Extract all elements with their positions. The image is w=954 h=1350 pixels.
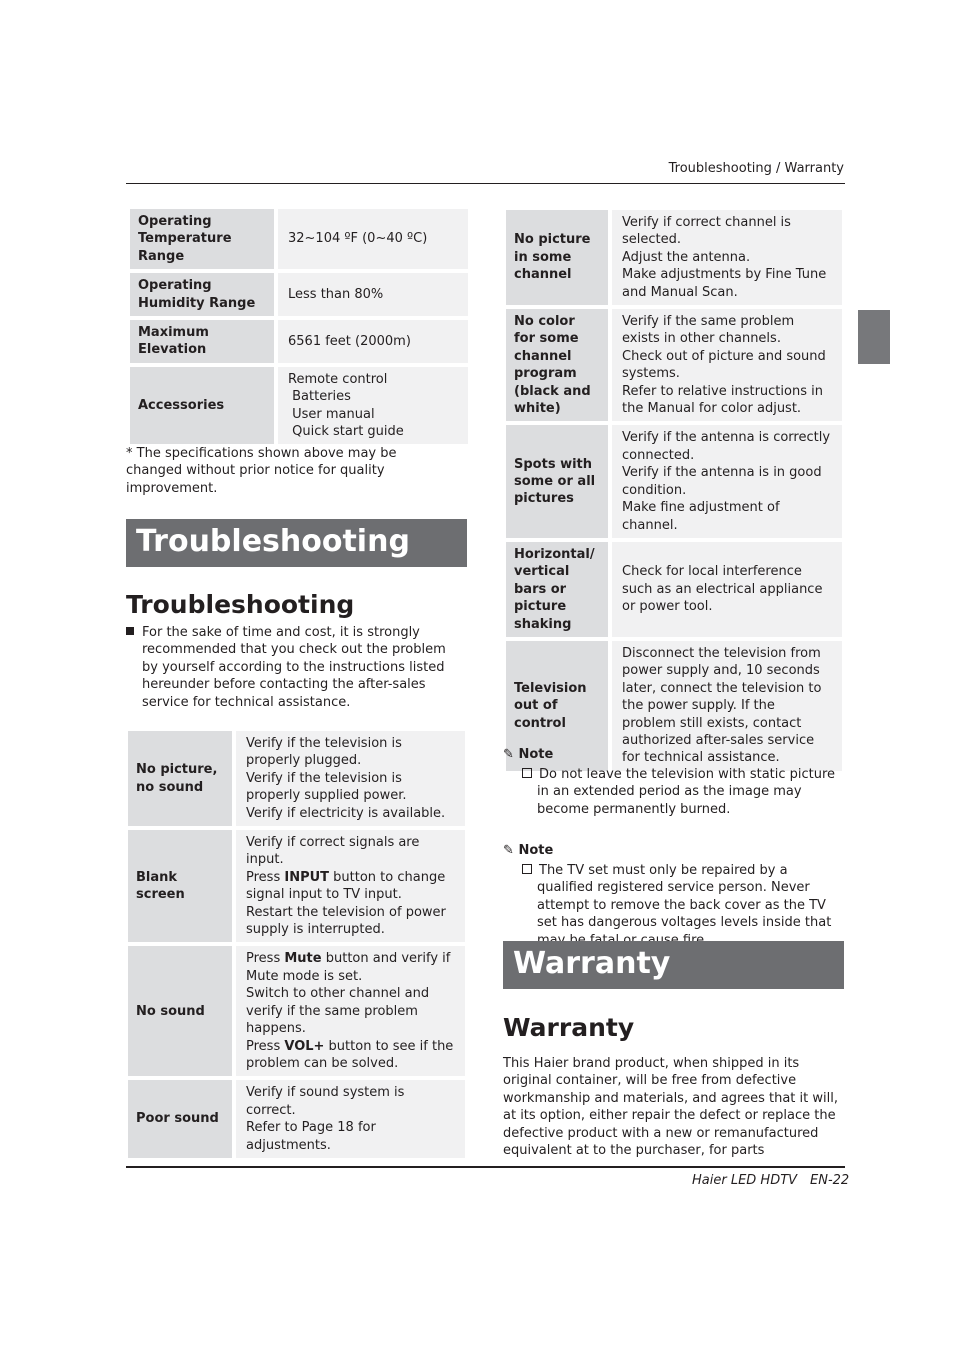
troubleshooting-table-right xyxy=(502,206,846,775)
solution-text: Verify if sound system is correct. Refer to Page 18 for adjustments. xyxy=(236,1080,465,1158)
solution-text: Disconnect the television from power supply and, 10 seconds later, connect the television to the power supply. If the problem still exists, contact authorized after-sales service for technical assistance. xyxy=(612,641,842,771)
solution-text: Check for local interference such as an electrical appliance or power tool. xyxy=(612,542,842,637)
spec-value: 32~104 ºF (0~40 ºC) xyxy=(278,209,468,269)
troubleshooting-row xyxy=(128,731,465,826)
spec-label: Accessories xyxy=(130,367,274,445)
troubleshooting-row xyxy=(506,309,842,421)
pencil-icon: ✎ xyxy=(503,843,514,858)
problem-label: Poor sound xyxy=(128,1080,232,1158)
troubleshooting-row xyxy=(128,830,465,942)
problem-label: Spots with some or all pictures xyxy=(506,425,608,537)
section-thumb-tab xyxy=(858,310,890,364)
spec-label: Maximum Elevation xyxy=(130,320,274,363)
spec-footnote: * The specifications shown above may be changed without prior notice for quality improvement. xyxy=(126,446,397,496)
solution-text: Verify if the antenna is correctly connected. Verify if the antenna is in good condition. Make fine adjustment of channel. xyxy=(612,425,842,537)
warranty-banner: Warranty xyxy=(503,941,844,989)
header-rule xyxy=(126,183,845,184)
troubleshooting-row xyxy=(506,210,842,305)
spec-row xyxy=(130,273,468,316)
problem-label: Blank screen xyxy=(128,830,232,942)
spec-table xyxy=(126,205,472,448)
checkbox-icon xyxy=(522,864,532,874)
problem-label: Television out of control xyxy=(506,641,608,771)
solution-text: Press Mute button and verify if Mute mode is set. Switch to other channel and verify if the same problem happens. Press VOL+ button to see if the problem can be solved. xyxy=(236,946,465,1076)
square-bullet-icon xyxy=(126,627,134,635)
spec-value: 6561 feet (2000m) xyxy=(278,320,468,363)
note-block: ✎ Note The TV set must only be repaired by a qualified registered service person. Never attempt to remove the back cover as the TV set has dangerous voltages levels inside that xyxy=(503,843,832,931)
troubleshooting-row xyxy=(128,1080,465,1158)
pencil-icon: ✎ xyxy=(503,747,514,762)
solution-text: Verify if correct signals are input. Press INPUT button to change signal input to TV input. Restart the television of power supply is interrupted. xyxy=(236,830,465,942)
footer-page-number: EN-22 xyxy=(810,1173,850,1188)
solution-text: Verify if correct channel is selected. Adjust the antenna. Make adjustments by Fine Tune and Manual Scan. xyxy=(612,210,842,305)
checkbox-icon xyxy=(522,768,532,778)
footer-product: Haier LED HDTV xyxy=(692,1173,798,1188)
troubleshooting-row xyxy=(506,425,842,537)
problem-label: No picture, no sound xyxy=(128,731,232,826)
problem-label: Horizontal/ vertical bars or picture shaking xyxy=(506,542,608,637)
problem-label: No sound xyxy=(128,946,232,1076)
solution-text: Verify if the television is properly plugged. Verify if the television is properly supplied power. Verify if electricity is available. xyxy=(236,731,465,826)
problem-label: No color for some channel program (black and white) xyxy=(506,309,608,421)
note-block: ✎ Note Do not leave the television with static picture in an extended period as the image may become permanently burned. xyxy=(503,747,836,817)
running-header: Troubleshooting / Warranty xyxy=(668,161,844,176)
warranty-heading: Warranty xyxy=(503,1013,635,1042)
footer-rule xyxy=(126,1166,845,1168)
warranty-text: This Haier brand product, when shipped in its original container, will be free from defective workmanship and materials, and agrees that it will, at its option, either repair the defect or replace the defective product with a new or remanufactured equivalent at to the purchaser, for parts xyxy=(503,1056,838,1159)
troubleshooting-row xyxy=(506,542,842,637)
problem-label: No picture in some channel xyxy=(506,210,608,305)
troubleshooting-table-left xyxy=(124,727,469,1162)
troubleshooting-banner: Troubleshooting xyxy=(126,519,467,567)
spec-row xyxy=(130,367,468,445)
solution-text: Verify if the same problem exists in other channels. Check out of picture and sound systems. Refer to relative instructions in the Manual for color adjust. xyxy=(612,309,842,421)
troubleshooting-heading: Troubleshooting xyxy=(126,590,355,619)
spec-label: Operating Temperature Range xyxy=(130,209,274,269)
spec-value: Less than 80% xyxy=(278,273,468,316)
spec-row xyxy=(130,320,468,363)
troubleshooting-intro: For the sake of time and cost, it is strongly recommended that you check out the problem by yourself according to the instructions listed hereunder before contacting the after-sales service for technical assistance. xyxy=(126,624,456,711)
spec-row xyxy=(130,209,468,269)
spec-label: Operating Humidity Range xyxy=(130,273,274,316)
spec-value: Remote control Batteries User manual Quick start guide xyxy=(278,367,468,445)
troubleshooting-row xyxy=(128,946,465,1076)
